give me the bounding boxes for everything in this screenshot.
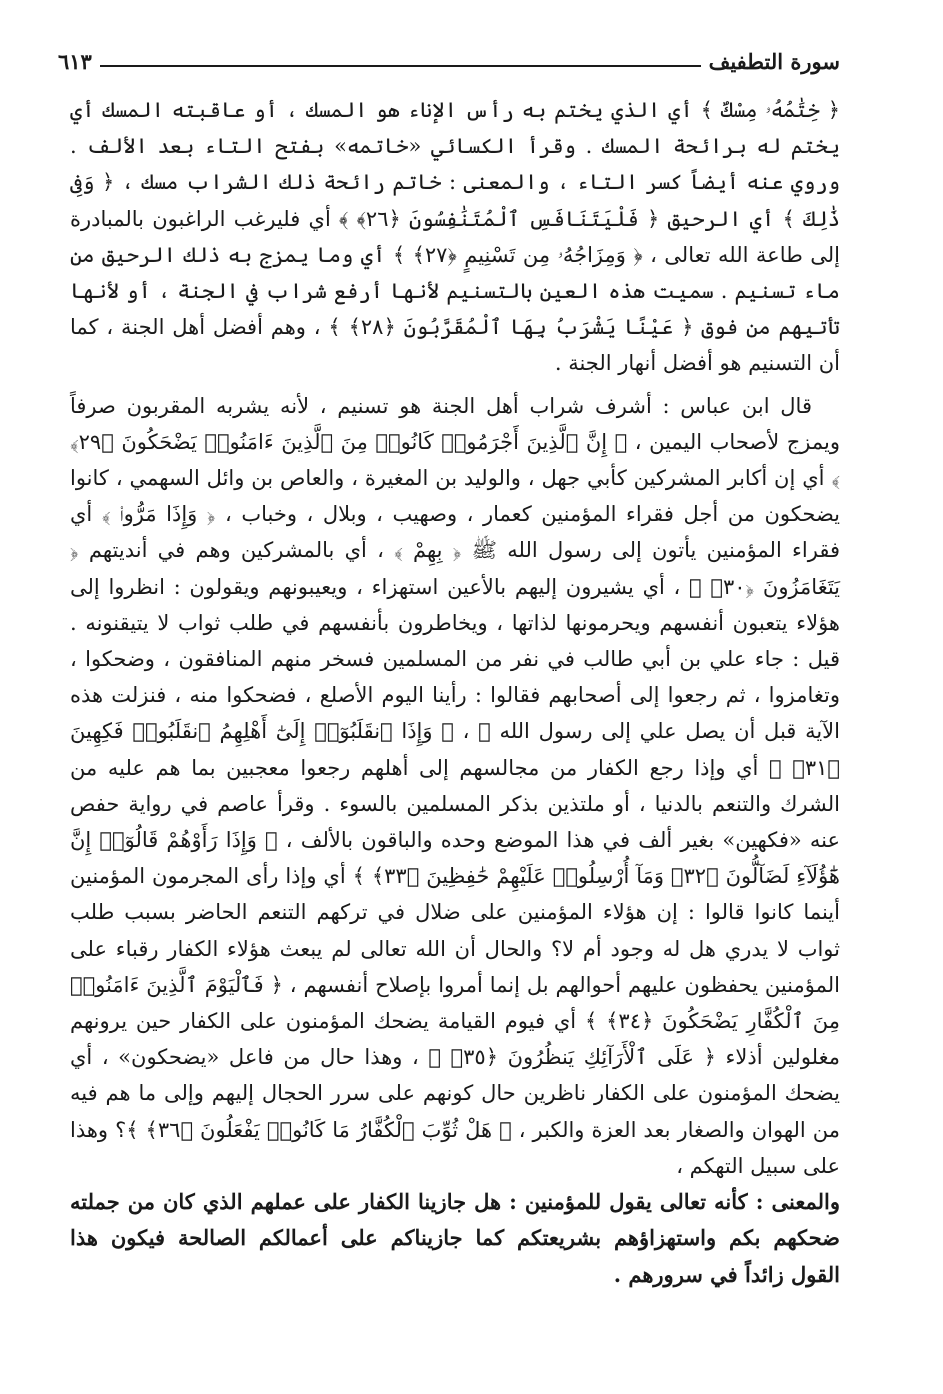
page-number: ٦١٣ <box>58 49 92 74</box>
page-body <box>70 92 840 1293</box>
page-header <box>58 38 840 72</box>
surah-title: سورة التطفيف <box>708 49 840 74</box>
paragraph-3: والمعنى : كأنه تعالى يقول للمؤمنين : هل جازينا الكفار على عملهم الذي كان من جملته ضحكهم بكم واستهزاؤهم بشريعتكم كما جازيناكم على أعمالكم الصالحة فيكون هذا القول زائداً في سرورهم . <box>70 1189 840 1287</box>
paragraph-2: قال ابن عباس : أشرف شراب أهل الجنة هو تسنيم ، لأنه يشربه المقربون صرفاً ويمزج لأصحاب اليمين ، ﴿ إِنَّ ٱلَّذِينَ أَجْرَمُوا۟ كَانُوا۟ مِنَ ٱلَّذِينَ ءَامَنُوا۟ يَضْحَكُونَ ﴿٢٩﴾ ﴾ أي إن أكابر المشركين كأبي جهل ، والوليد بن المغيرة ، والعاص بن وائل السهمي ، كانوا يضحكون من أجل فقراء المؤمنين كعمار ، وصهيب ، وبلال ، وخباب ، ﴿ وَإِذَا مَرُّوا۟ ﴾ أي فقراء المؤمنين يأتون إلى رسول الله ﷺ ﴿ بِهِمْ ﴾ ، أي بالمشركين وهم في أنديتهم ﴿ يَتَغَامَزُونَ ﴿٣٠﴾ ﴾ ، أي يشيرون إليهم بالأعين استهزاء ، ويعيبونهم ويقولون : انظروا إلى هؤلاء يتعبون أنفسهم ويحرمونها لذاتها ، ويخاطرون بأنفسهم في طلب ثواب لا يتيقنونه . قيل : جاء علي بن أبي طالب في نفر من المسلمين فسخر منهم المنافقون ، وضحكوا ، وتغامزوا ، ثم رجعوا إلى أصحابهم فقالوا : رأينا اليوم الأصلع ، فضحكوا منه ، فنزلت هذه الآية قبل أن يصل علي إلى رسول الله ﷺ ، ﴿ وَإِذَا ٱنقَلَبُوٓا۟ إِلَىٰٓ أَهْلِهِمُ ٱنقَلَبُوا۟ فَكِهِينَ ﴿٣١﴾ ﴾ أي وإذا رجع الكفار من مجالسهم إلى أهلهم رجعوا معجبين بما هم عليه من الشرك والتنعم بالدنيا ، أو ملتذين بذكر المسلمين بالسوء . وقرأ عاصم في رواية حفص عنه «فكهين» بغير ألف في هذا الموضع وحده والباقون بالألف ، ﴿ وَإِذَا رَأَوْهُمْ قَالُوٓا۟ إِنَّ هَٰٓؤُلَآءِ لَضَآلُّونَ ﴿٣٢﴾ وَمَآ أُرْسِلُوا۟ عَلَيْهِمْ حَٰفِظِينَ ﴿٣٣﴾ ﴾ أي وإذا رأى المجرمون المؤمنين أينما كانوا قالوا : إن هؤلاء المؤمنين على ضلال في تركهم التنعم الحاضر بسبب طلب ثواب لا يدري هل له وجود أم لا؟ والحال أن الله تعالى لم يبعث هؤلاء الكفار رقباء على المؤمنين يحفظون عليهم أحوالهم بل إنما أمروا بإصلاح أنفسهم ، ﴿ فَٱلْيَوْمَ ٱلَّذِينَ ءَامَنُوا۟ مِنَ ٱلْكُفَّارِ يَضْحَكُونَ ﴿٣٤﴾ ﴾ أي فيوم القيامة يضحك المؤمنون على الكفار حين يرونهم مغلولين أذلاء ﴿ عَلَى ٱلْأَرَآئِكِ يَنظُرُونَ ﴿٣٥﴾ ﴾ ، وهذا حال من فاعل «يضحكون» ، أي يضحك المؤمنون على الكفار ناظرين حال كونهم على سرر الحجال إليهم وإلى ما هم فيه من الهوان والصغار بعد العزة والكبر ، ﴿ هَلْ ثُوِّبَ ٱلْكُفَّارُ مَا كَانُوا۟ يَفْعَلُونَ ﴿٣٦﴾ ﴾؟ وهذا على سبيل التهكم ، <box>70 393 841 1178</box>
paragraph-1: ﴿ خِتَٰمُهُۥ مِسْكٌ ﴾ أي الذي يختم به رأس الإناء هو المسك ، أو عاقبته المسك أي يختم له برائحة المسك . وقرأ الكسائي «خاتمه» بفتح التاء بعد الألف . وروي عنه أيضاً كسر التاء ، والمعنى : خاتم رائحة ذلك الشراب مسك ، ﴿ وَفِى ذَٰلِكَ ﴾ أي الرحيق ﴿ فَلْيَتَنَافَسِ ٱلْمُتَنَٰفِسُونَ ﴿٢٦﴾ ﴾ أي فليرغب الراغبون بالمبادرة إلى طاعة الله تعالى ، ﴿ وَمِزَاجُهُۥ مِن تَسْنِيمٍ ﴿٢٧﴾ ﴾ أي وما يمزج به ذلك الرحيق من ماء تسنيم . سميت هذه العين بالتسنيم لأنها أرفع شراب في الجنة ، أو لأنها تأتيهم من فوق ﴿ عَيْنًا يَشْرَبُ بِهَا ٱلْمُقَرَّبُونَ ﴿٢٨﴾ ﴾ ، وهم أفضل أهل الجنة ، كما أن التسنيم هو أفضل أنهار الجنة . <box>70 98 841 376</box>
header-rule <box>100 65 701 67</box>
